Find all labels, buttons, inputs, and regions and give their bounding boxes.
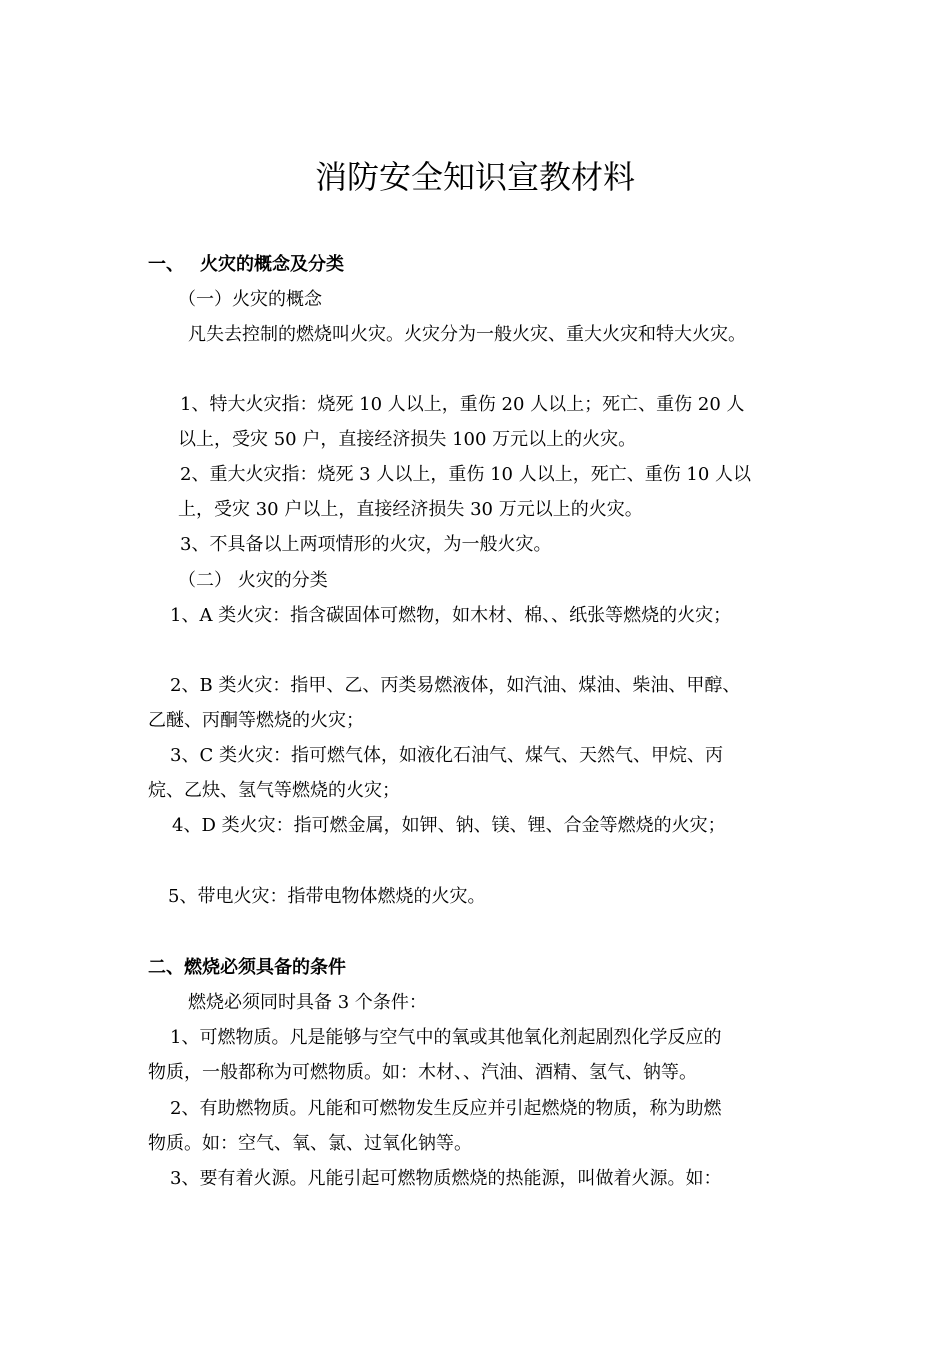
subsection-1-heading: （一）火灾的概念	[178, 289, 322, 310]
paragraph-condition-2-line-1: 2、有助燃物质。凡能和可燃物发生反应并引起燃烧的物质，称为助燃	[170, 1098, 722, 1119]
paragraph-condition-1-line-2: 物质，一般都称为可燃物质。如：木材、、汽油、酒精、氢气、钠等。	[148, 1062, 697, 1083]
paragraph-item-1-line-1: 1、特大火灾指：烧死 10 人以上，重伤 20 人以上；死亡、重伤 20 人	[180, 394, 745, 415]
paragraph-class-d: 4、D 类火灾：指可燃金属，如钾、钠、镁、锂、合金等燃烧的火灾；	[172, 815, 726, 836]
paragraph-class-c-line-2: 烷、乙炔、氢气等燃烧的火灾；	[148, 780, 400, 801]
paragraph-condition-1-line-1: 1、可燃物质。凡是能够与空气中的氧或其他氧化剂起剧烈化学反应的	[170, 1027, 722, 1048]
paragraph-condition-2-line-2: 物质。如：空气、氧、氯、过氧化钠等。	[148, 1133, 472, 1154]
paragraph-class-a: 1、A 类火灾：指含碳固体可燃物，如木材、棉、、纸张等燃烧的火灾；	[170, 605, 732, 626]
section-2-heading: 二、燃烧必须具备的条件	[148, 957, 346, 978]
paragraph-class-c-line-1: 3、C 类火灾：指可燃气体，如液化石油气、煤气、天然气、甲烷、丙	[170, 745, 723, 766]
paragraph-class-b-line-2: 乙醚、丙酮等燃烧的火灾；	[148, 710, 364, 731]
paragraph-class-e: 5、带电火灾：指带电物体燃烧的火灾。	[168, 886, 486, 907]
paragraph-item-2-line-2: 上，受灾 30 户以上，直接经济损失 30 万元以上的火灾。	[178, 499, 643, 520]
paragraph-item-1-line-2: 以上，受灾 50 户，直接经济损失 100 万元以上的火灾。	[178, 429, 637, 450]
paragraph-condition-3-line-1: 3、要有着火源。凡能引起可燃物质燃烧的热能源，叫做着火源。如：	[170, 1168, 722, 1189]
paragraph-conditions-intro: 燃烧必须同时具备 3 个条件：	[188, 992, 427, 1013]
paragraph-item-3: 3、不具备以上两项情形的火灾，为一般火灾。	[180, 534, 552, 555]
paragraph-class-b-line-1: 2、B 类火灾：指甲、乙、丙类易燃液体，如汽油、煤油、柴油、甲醇、	[170, 675, 741, 696]
paragraph-fire-definition: 凡失去控制的燃烧叫火灾。火灾分为一般火灾、重大火灾和特大火灾。	[188, 324, 746, 345]
subsection-2-heading: （二） 火灾的分类	[178, 570, 328, 591]
paragraph-item-2-line-1: 2、重大火灾指：烧死 3 人以上，重伤 10 人以上，死亡、重伤 10 人以	[180, 464, 752, 485]
section-1-heading: 火灾的概念及分类	[200, 254, 344, 275]
document-title: 消防安全知识宣教材料	[314, 158, 635, 196]
section-1-heading-number: 一、	[148, 254, 184, 275]
